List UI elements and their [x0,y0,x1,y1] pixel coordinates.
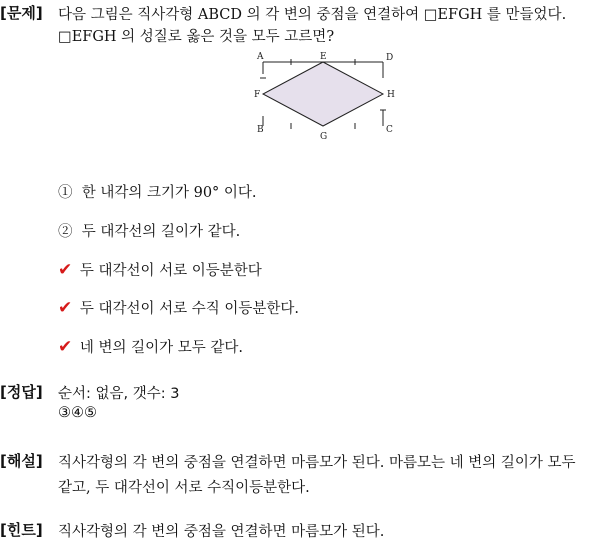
option-text: 한 내각의 크기가 90° 이다. [81,185,257,201]
hint-label: [힌트] [0,521,43,539]
vertex-label-f: F [254,90,261,100]
explanation-line-1: 직사각형의 각 변의 중점을 연결하면 마름모가 된다. 마름모는 네 변의 길이가 모두 [58,455,576,471]
check-mark-icon: ✔ [58,260,73,280]
problem-line-1: 다음 그림은 직사각형 ABCD 의 각 변의 중점을 연결하여 □EFGH 를 만들었다. [58,7,567,23]
problem-line-2: □EFGH 의 성질로 옳은 것을 모두 고르면? [58,29,335,45]
vertex-label-g: G [320,132,328,142]
problem-label: [문제] [0,4,43,22]
rhombus-efgh [263,62,383,126]
explanation-line-2: 같고, 두 대각선이 서로 수직이등분한다. [58,480,310,496]
check-mark-icon: ✔ [58,337,73,357]
option-4 [58,297,299,318]
option-marker: ① [58,185,73,201]
option-text: 네 변의 길이가 모두 같다. [79,340,243,356]
option-3 [58,259,262,280]
option-2 [58,220,240,241]
check-mark-icon: ✔ [58,298,73,318]
explanation-label: [해설] [0,452,43,470]
vertex-label-d: D [386,53,394,63]
option-text: 두 대각선의 길이가 같다. [81,224,241,240]
option-text: 두 대각선이 서로 수직 이등분한다. [79,301,300,317]
option-marker: ② [58,224,73,240]
option-1 [58,181,257,202]
option-5 [58,336,243,357]
rectangle-rhombus-figure [250,48,400,144]
option-text: 두 대각선이 서로 이등분한다 [79,263,262,279]
vertex-label-c: C [386,125,393,135]
vertex-label-h: H [387,90,395,100]
answer-line-2: ③④⑤ [58,405,97,421]
vertex-label-e: E [320,52,327,62]
answer-label: [정답] [0,383,43,401]
answer-line-1: 순서: 없음, 갯수: 3 [58,386,180,402]
vertex-label-a: A [257,52,264,62]
hint-line-1: 직사각형의 각 변의 중점을 연결하면 마름모가 된다. [58,524,385,540]
vertex-label-b: B [257,125,264,135]
